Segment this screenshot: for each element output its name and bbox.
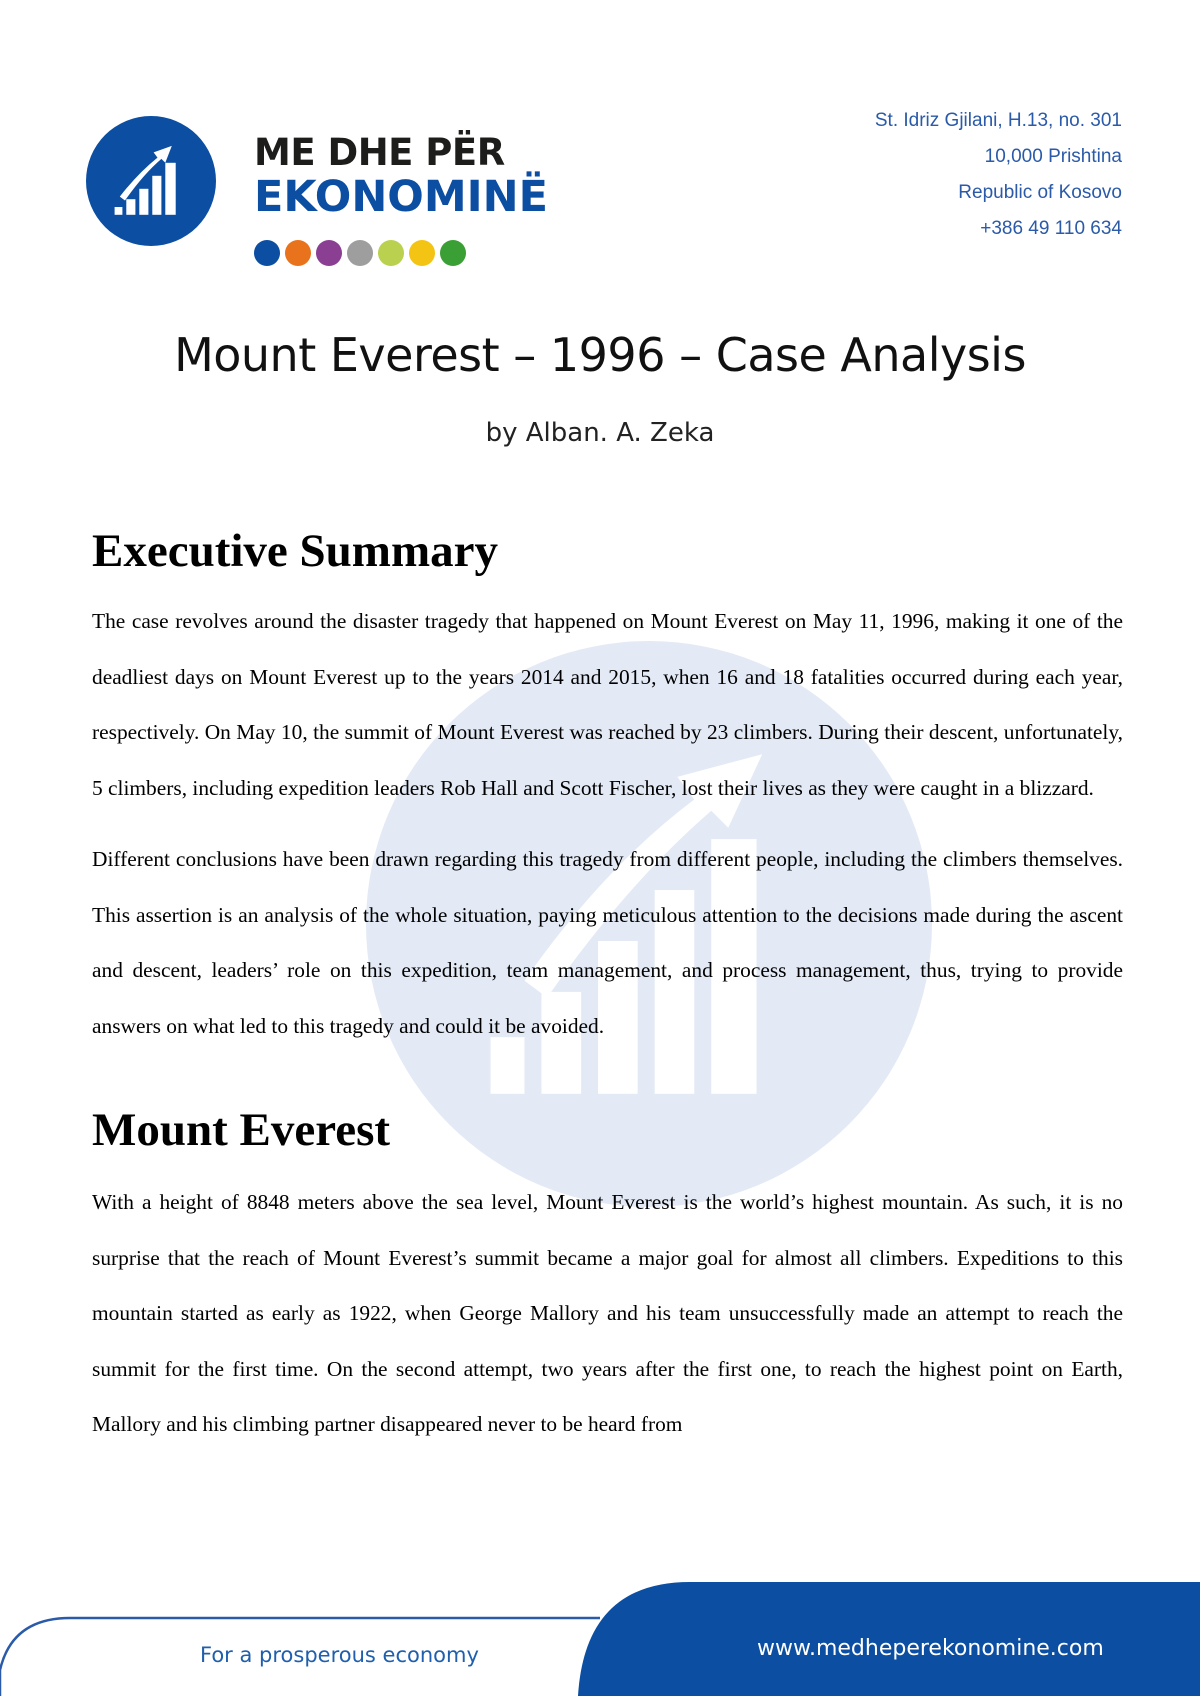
document-body: [92, 522, 1123, 1453]
footer-slogan: For a prosperous economy: [200, 1643, 479, 1667]
address-city: 10,000 Prishtina: [984, 146, 1122, 167]
address-country: Republic of Kosovo: [958, 182, 1122, 203]
footer-website-link[interactable]: www.medheperekonomine.com: [757, 1636, 1104, 1661]
brand-icon-row: [254, 240, 466, 266]
paragraph: Different conclusions have been drawn regarding this tragedy from different people, including the climbers themselves. This assertion is an analysis of the whole situation, paying meticulous attention to the decisions made during the ascent and descent, leaders’ role on this expedition, team management, and process management, thus, trying to provide answers on what led to this tragedy and could it be avoided.: [92, 847, 1123, 1038]
address-street: St. Idriz Gjilani, H.13, no. 301: [874, 110, 1122, 131]
people-icon: [409, 240, 435, 266]
section-heading-executive-summary: Executive Summary: [92, 525, 498, 577]
economy-icon: [254, 240, 280, 266]
address-block: [875, 103, 1122, 247]
tree-icon: [440, 240, 466, 266]
leaf-icon: [378, 240, 404, 266]
brand-line2: EKONOMINË: [254, 172, 549, 222]
paragraph: The case revolves around the disaster tragedy that happened on Mount Everest on May 11, 1996, making it one of the deadliest days on Mount Everest up to the years 2014 and 2015, when 16 and 18 fatalities occurred during each year, respectively. On May 10, the summit of Mount Everest was reached by 23 climbers. During their descent, unfortunately, 5 climbers, including expedition leaders Rob Hall and Scott Fischer, lost their lives as they were caught in a blizzard.: [92, 609, 1123, 800]
globe-icon: [347, 240, 373, 266]
logo-icon: [86, 116, 216, 246]
section-heading-mount-everest: Mount Everest: [92, 1104, 391, 1156]
paragraph: With a height of 8848 meters above the sea level, Mount Everest is the world’s highest mountain. As such, it is no surprise that the reach of Mount Everest’s summit became a major goal for almost all climbers. Expeditions to this mountain started as early as 1922, when George Mallory and his team unsuccessfully made an attempt to reach the summit for the first time. On the second attempt, two years after the first one, to reach the highest point on Earth, Mallory and his climbing partner disappeared never to be heard from: [92, 1190, 1123, 1436]
brand-wordmark: [254, 132, 548, 220]
arch-icon: [316, 240, 342, 266]
document-title: Mount Everest – 1996 – Case Analysis: [174, 328, 1026, 382]
hand-icon: [285, 240, 311, 266]
address-phone: +386 49 110 634: [980, 218, 1122, 239]
document-byline: by Alban. A. Zeka: [485, 418, 715, 448]
brand-line1: ME DHE PËR: [254, 131, 505, 174]
